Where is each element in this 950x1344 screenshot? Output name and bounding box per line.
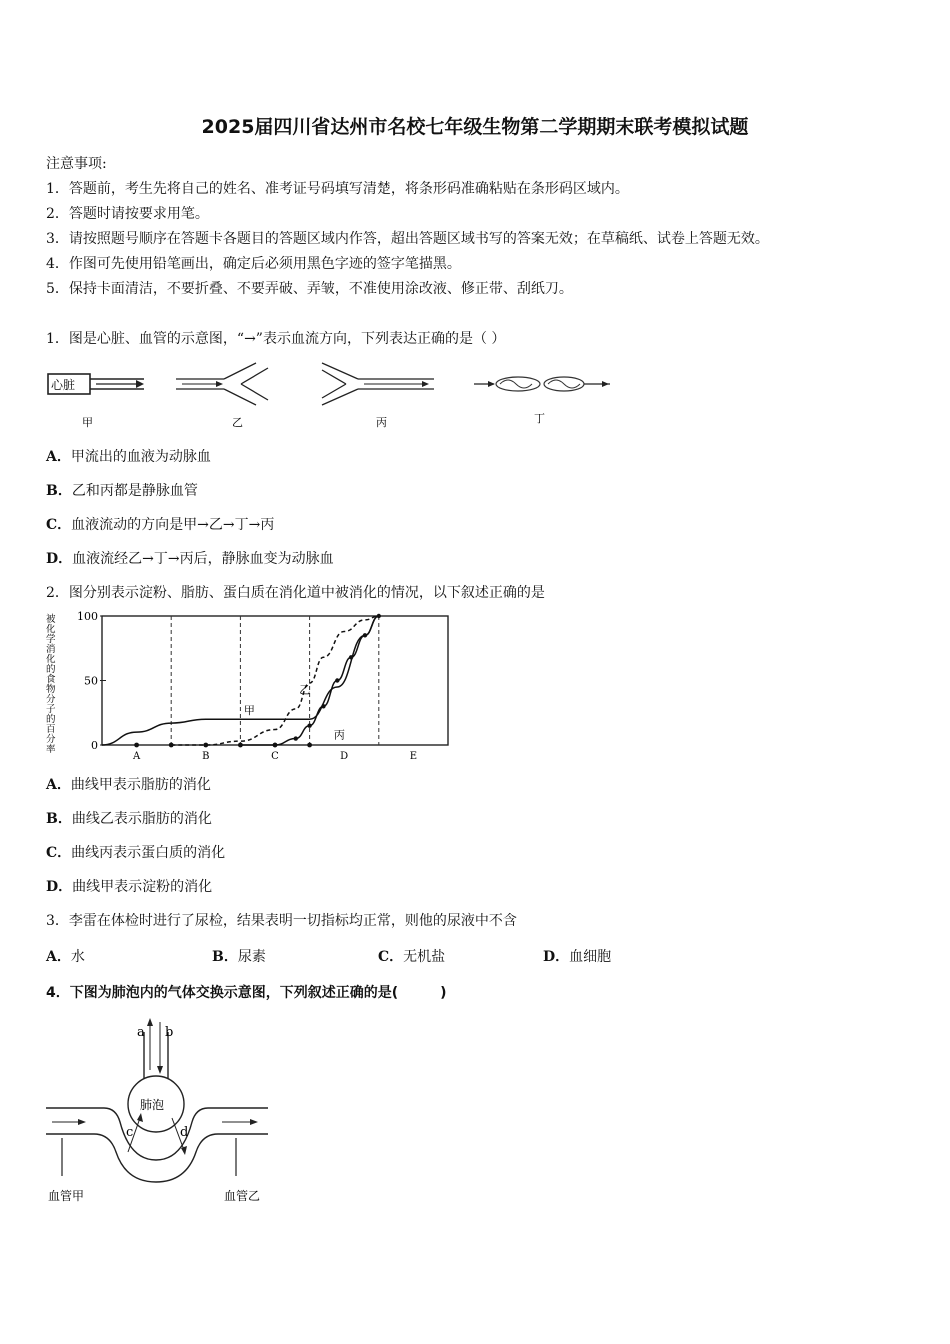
ylabel-char: 分	[46, 694, 56, 705]
label-yi: 乙	[232, 416, 243, 429]
ylabel-char: 子	[46, 704, 56, 715]
series-label-甲: 甲	[243, 704, 255, 718]
q3-option-c[interactable]: C．无机盐	[378, 949, 446, 965]
x-tick-label: E	[409, 751, 418, 762]
ylabel-char: 物	[46, 684, 56, 695]
ylabel-char: 的	[46, 714, 56, 725]
notice-item-5: 5．保持卡面清洁，不要折叠、不要弄破、弄皱，不准使用涂改液、修正带、刮纸刀。	[46, 281, 573, 297]
chart-ylabel	[46, 613, 56, 755]
ylabel-char: 率	[46, 744, 56, 755]
label-b: b	[165, 1025, 174, 1040]
notice-item-3: 3．请按照题号顺序在答题卡各题目的答题区域内作答，超出答题区域书写的答案无效；在草稿纸、试卷上答题无效。	[46, 231, 769, 247]
q2-digestion-chart	[44, 610, 454, 765]
y-tick-label: 0	[91, 739, 98, 752]
x-axis-dot	[134, 743, 139, 748]
label-a: a	[137, 1025, 145, 1040]
series-label-丙: 丙	[333, 728, 345, 742]
series-lines	[102, 614, 381, 747]
ylabel-char: 消	[46, 644, 56, 655]
q1-option-a[interactable]: A．甲流出的血液为动脉血	[46, 449, 211, 465]
ylabel-char: 化	[46, 624, 56, 635]
q3-option-a[interactable]: A．水	[46, 949, 85, 965]
y-tick-label: 100	[77, 610, 98, 623]
series-point-丙	[321, 704, 325, 708]
q1-option-d[interactable]: D．血液流经乙→丁→丙后，静脉血变为动脉血	[46, 551, 334, 567]
q2-stem: 2．图分别表示淀粉、脂肪、蛋白质在消化道中被消化的情况，以下叙述正确的是	[46, 585, 545, 601]
ylabel-char: 被	[46, 614, 56, 625]
ylabel-char: 学	[46, 634, 56, 645]
series-point-丙	[307, 723, 311, 727]
label-jia: 甲	[82, 416, 93, 429]
label-c: c	[126, 1125, 134, 1140]
ylabel-char: 百	[46, 724, 56, 735]
series-point-丙	[335, 678, 339, 682]
q1-stem: 1．图是心脏、血管的示意图，“→”表示血流方向，下列表达正确的是（ ）	[46, 331, 506, 347]
x-tick-label: B	[202, 751, 210, 762]
label-ding: 丁	[534, 412, 545, 425]
label-d: d	[180, 1125, 189, 1140]
ylabel-char: 分	[46, 734, 56, 745]
q1-option-b[interactable]: B．乙和丙都是静脉血管	[46, 483, 198, 499]
series-point-丙	[363, 633, 367, 637]
series-point-丙	[238, 743, 242, 747]
figure-jia	[48, 374, 144, 429]
notice-item-2: 2．答题时请按要求用笔。	[46, 206, 209, 222]
series-label-乙: 乙	[299, 683, 311, 697]
notice-item-1: 1．答题前，考生先将自己的姓名、准考证号码填写清楚，将条形码准确粘贴在条形码区域内。	[46, 181, 629, 197]
alveolus-label: 肺泡	[140, 1098, 165, 1112]
figure-yi	[176, 363, 268, 429]
q3-option-d[interactable]: D．血细胞	[543, 949, 612, 965]
q2-option-d[interactable]: D．曲线甲表示淀粉的消化	[46, 879, 213, 895]
q3-option-b[interactable]: B．尿素	[212, 949, 266, 965]
series-point-丙	[294, 736, 298, 740]
q1-heart-vessel-figure	[46, 360, 626, 432]
ylabel-char: 化	[46, 654, 56, 665]
figure-bing	[322, 363, 434, 429]
series-point-丙	[273, 743, 277, 747]
notice-heading: 注意事项:	[46, 156, 107, 172]
page-title: 2025届四川省达州市名校七年级生物第二学期期末联考模拟试题	[201, 116, 749, 138]
figure-ding	[474, 377, 610, 425]
q2-option-a[interactable]: A．曲线甲表示脂肪的消化	[46, 777, 211, 793]
y-tick-label: 50	[84, 674, 98, 688]
ylabel-char: 食	[46, 674, 56, 685]
series-line-乙	[171, 616, 379, 745]
notice-item-4: 4．作图可先使用铅笔画出，确定后必须用黑色字迹的签字笔描黑。	[46, 256, 461, 272]
vessel-yi-label: 血管乙	[224, 1189, 261, 1203]
q2-option-c[interactable]: C．曲线丙表示蛋白质的消化	[46, 845, 226, 861]
x-tick-label: A	[132, 751, 141, 762]
q4-stem: 4．下图为肺泡内的气体交换示意图，下列叙述正确的是( )	[46, 985, 447, 1001]
heart-label: 心脏	[51, 378, 76, 392]
q2-option-b[interactable]: B．曲线乙表示脂肪的消化	[46, 811, 212, 827]
q1-option-c[interactable]: C．血液流动的方向是甲→乙→丁→丙	[46, 517, 275, 533]
plot-frame	[102, 616, 448, 745]
series-point-丙	[377, 614, 381, 618]
series-point-丙	[349, 655, 353, 659]
ylabel-char: 的	[46, 664, 56, 675]
x-tick-label: C	[271, 751, 279, 762]
q4-alveolus-figure	[44, 1012, 284, 1212]
x-tick-label: D	[340, 751, 349, 762]
label-bing: 丙	[376, 416, 387, 429]
q3-stem: 3．李雷在体检时进行了尿检，结果表明一切指标均正常，则他的尿液中不含	[46, 913, 517, 929]
x-axis-dot	[307, 743, 312, 748]
region-dividers	[171, 616, 379, 745]
vessel-jia-label: 血管甲	[48, 1189, 85, 1203]
